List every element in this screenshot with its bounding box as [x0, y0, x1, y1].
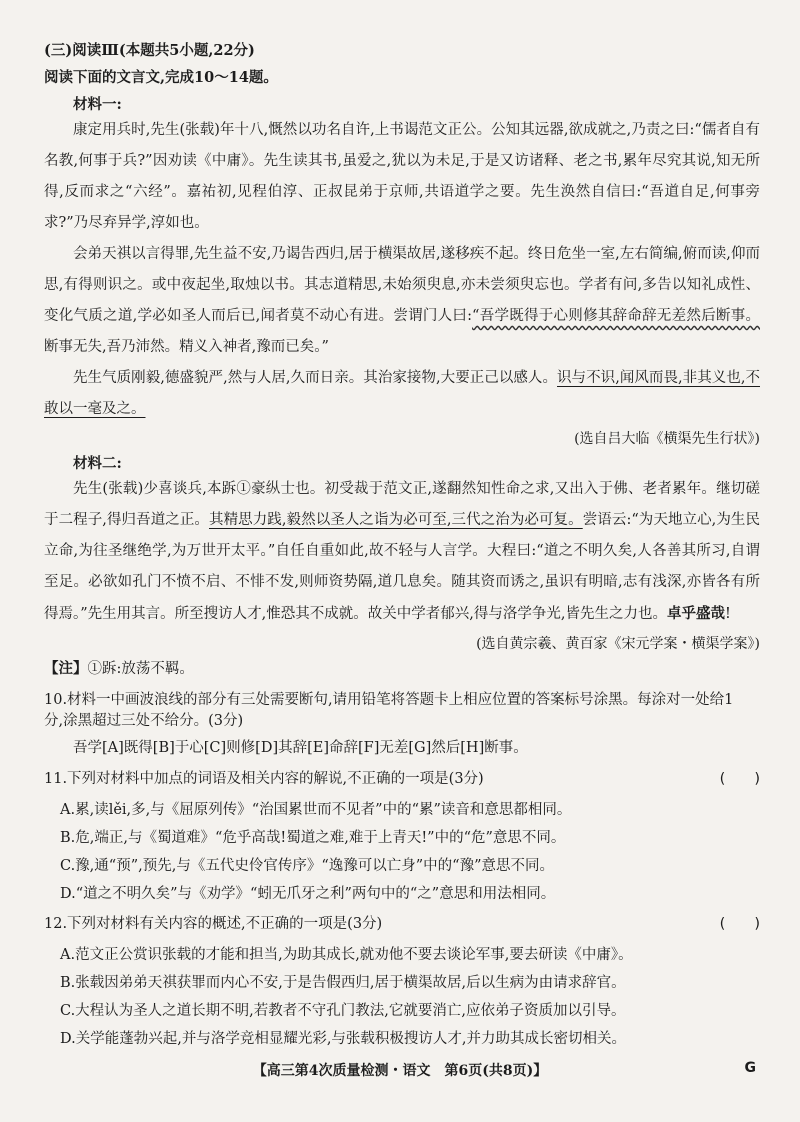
annotation-note — [44, 658, 760, 680]
underlined-sentence-1: 识与不识,闻风而畏,非其义也,不敢以一毫及之。 — [44, 370, 760, 417]
material1-paragraph-3 — [44, 363, 760, 425]
question-10-stem-line-1: 10.材料一中画波浪线的部分有三处需要断句,请用铅笔将答题卡上相应位置的答案标号涂黑。每涂对一处给1 — [44, 692, 734, 708]
note-label: 【注】 — [44, 660, 88, 677]
question-12-option-d: D.关学能蓬勃兴起,并与洛学竞相显耀光彩,与张载积极搜访人才,并力助其成长密切相关。 — [60, 1031, 627, 1047]
material1-paragraph-3-text: 先生气质刚毅,德盛貌严,然与人居,久而日亲。其治家接物,大要正己以感人。 — [73, 370, 558, 386]
section-instruction: 阅读下面的文言文,完成10～14题。 — [44, 69, 278, 86]
footer-version-mark: G — [744, 1060, 756, 1076]
question-11-option-c: C.豫,通“预”,预先,与《五代史伶官传序》“逸豫可以亡身”中的“豫”意思不同。 — [60, 858, 554, 874]
emphasized-phrase: 卓乎盛哉 — [667, 605, 725, 622]
material1-title: 材料一: — [73, 96, 122, 113]
wavy-underlined-passage: “吾学既得于心则修其辞命辞无差然后断事。 — [472, 308, 760, 324]
footer-page-info: 【高三第4次质量检测・语文 第6页(共8页)】 — [252, 1063, 548, 1079]
material1-paragraph-2-text: 会弟天祺以言得罪,先生益不安,乃谒告西归,居于横渠故居,遂移疾不起。终日危坐一室,左右简编,俯而读,仰而思,有得则识之。或中夜起坐,取烛以书。其志道精思,未始须臾息,亦未尝须臾忘也。学者有问,多告以知礼成性、变化气质之道,学必如圣人而后已,闻者莫不动心有进。尝谓门人曰: — [44, 246, 760, 324]
material2-paragraph-text-b: 尝语云:“为天地立心,为生民立命,为往圣继绝学,为万世开太平。”自任自重如此,故不轻与人言学。大程曰:“道之不明久矣,人各善其所习,自谓至足。必欲如孔门不愤不启、不悱不发,则师资势隔,道几息矣。随其资而诱之,虽识有明暗,志有浅深,亦皆各有所得焉。”先生用其言。所至搜访人才,惟恐其不成就。故关中学者郁兴,得与洛学争光,皆先生之力也。 — [44, 512, 761, 622]
question-12-option-b: B.张载因弟弟天祺获罪而内心不安,于是告假西归,居于横渠故居,后以生病为由请求辞官。 — [60, 975, 626, 991]
question-12-option-c: C.大程认为圣人之道长期不明,若教者不守孔门教法,它就要消亡,应依弟子资质加以引导。 — [60, 1003, 626, 1019]
question-11-stem — [44, 769, 760, 790]
material2-paragraph-text-a: 先生(张载)少喜谈兵,本跅①豪纵士也。初受裁于范文正,遂翻然知性命之求,又出入于佛、老者累年。继切磋于二程子,得归吾道之正。 — [44, 481, 760, 528]
question-11-option-b: B.危,端正,与《蜀道难》“危乎高哉!蜀道之难,难于上青天!”中的“危”意思不同。 — [60, 830, 566, 846]
material1-source: (选自吕大临《横渠先生行状》) — [574, 431, 760, 447]
material2-title: 材料二: — [73, 455, 122, 472]
page-content — [44, 40, 760, 1053]
section-heading: (三)阅读Ⅲ(本题共5小题,22分) — [44, 42, 255, 59]
question-11-text: 11.下列对材料中加点的词语及相关内容的解说,不正确的一项是(3分) — [44, 771, 484, 787]
question-11-option-d: D.“道之不明久矣”与《劝学》“蚓无爪牙之利”两句中的“之”意思和用法相同。 — [60, 886, 556, 902]
material1-paragraph-1: 康定用兵时,先生(张载)年十八,慨然以功名自许,上书谒范文正公。公知其远器,欲成就之,乃责之曰:“儒者自有名教,何事于兵?”因劝读《中庸》。先生读其书,虽爱之,犹以为未足,于是又访诸释、老之书,累年尽究其说,知无所得,反而求之“六经”。嘉祐初,见程伯淳、正叔昆弟于京师,共语道学之要。先生涣然自信曰:“吾道自足,何事旁求?”乃尽弃异学,淳如也。 — [44, 122, 760, 231]
question-10-answer-line: 吾学[A]既得[B]于心[C]则修[D]其辞[E]命辞[F]无差[G]然后[H]断事。 — [73, 740, 528, 756]
question-11-option-a: A.累,读lěi,多,与《屈原列传》“治国累世而不见者”中的“累”读音和意思都相同。 — [60, 802, 572, 818]
question-12-option-a: A.范文正公赏识张载的才能和担当,为助其成长,就劝他不要去谈论军事,要去研读《中庸》。 — [60, 947, 633, 963]
question-12-text: 12.下列对材料有关内容的概述,不正确的一项是(3分) — [44, 916, 383, 932]
question-12-stem — [44, 914, 760, 935]
material2-paragraph-1 — [44, 474, 760, 630]
question-11-answer-blank[interactable]: ( ) — [719, 771, 760, 787]
material2-paragraph-end: ! — [725, 606, 731, 622]
question-10-stem-line-2: 分,涂黑超过三处不给分。(3分) — [44, 713, 244, 729]
question-12-answer-blank[interactable]: ( ) — [719, 916, 760, 932]
underlined-sentence-2: 其精思力践,毅然以圣人之诣为必可至,三代之治为必可复。 — [209, 512, 583, 528]
material1-paragraph-2-end: 断事无失,吾乃沛然。精义入神者,豫而已矣。” — [44, 339, 329, 355]
note-text: ①跅:放荡不羁。 — [87, 661, 194, 677]
material1-paragraph-2 — [44, 239, 760, 363]
material2-source: (选自黄宗羲、黄百家《宋元学案・横渠学案》) — [476, 636, 760, 652]
